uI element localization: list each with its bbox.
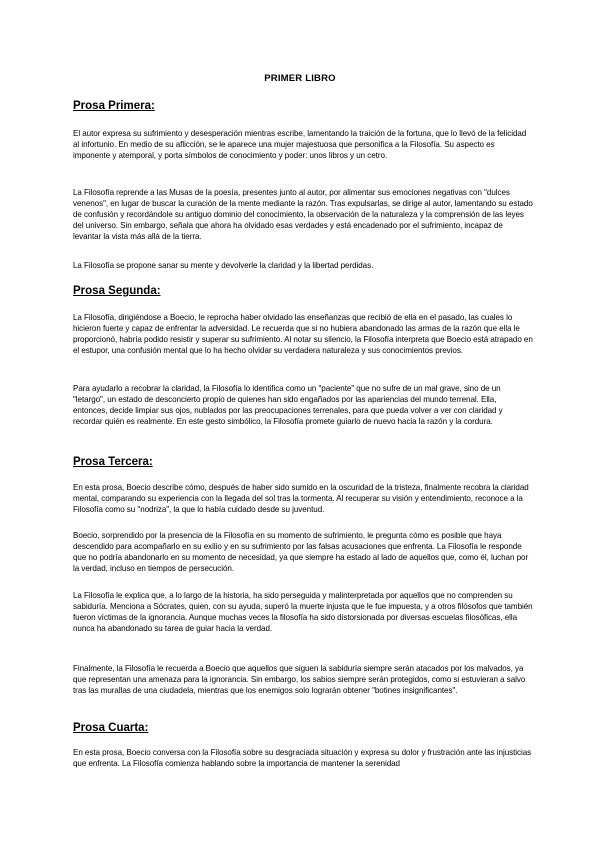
paragraph: La Filosofía reprende a las Musas de la poesía, presentes junto al autor, por alimentar sus emociones negativas con "dulces venenos", en lugar de buscar la curación de la mente mediante la razón. Tras expulsarlas, se dirige al autor, lamentando su estado de confusión y recordándole su antiguo dominio del conocimiento, la observación de la naturaleza y la comprensión de las leyes del universo. Sin embargo, señala que ahora ha olvidado esas verdades y está encadenado por el sufrimiento, incapaz de levantar la vista más allá de la tierra. bbox=[73, 188, 533, 241]
paragraph: Boecio, sorprendido por la presencia de la Filosofía en su momento de sufrimiento, le pregunta cómo es posible que haya descendido para acompañarlo en su exilio y en su sufrimiento por las falsas acusaciones que enfrenta. La Filosofía le responde que no podría abandonarlo en su momento de necesidad, ya que siempre ha estado al lado de aquellos que, como él, luchan por la verdad, incluso en tiempos de persecución. bbox=[73, 531, 529, 573]
paragraph: La Filosofía se propone sanar su mente y devolverle la claridad y la libertad perdidas. bbox=[73, 261, 374, 270]
paragraph: En esta prosa, Boecio describe cómo, después de haber sido sumido en la oscuridad de la tristeza, finalmente recobra la claridad mental, comparando su experiencia con la llegada del sol tras la tormenta. Al recuperar su visión y entendimiento, reconoce a la Filosofía como su "nodriza", la que lo había cuidado desde su juventud. bbox=[73, 483, 529, 514]
paragraph: Finalmente, la Filosofía le recuerda a Boecio que aquellos que siguen la sabiduría siempre serán atacados por los malvados, ya que representan una amenaza para la ignorancia. Sin embargo, los sabios siempre serán protegidos, como si estuvieran a salvo tras las murallas de una ciudadela, mientras que los enemigos solo lograrán obtener "botines insignificantes". bbox=[73, 664, 526, 695]
page-title: PRIMER LIBRO bbox=[264, 73, 336, 84]
paragraph: Para ayudarlo a recobrar la claridad, la Filosofía lo identifica como un "paciente" que no sufre de un mal grave, sino de un "letargo", un estado de desconcierto propio de quienes han sido engañados por las apariencias del mundo terrenal. Ella, entonces, decide limpiar sus ojos, nublados por las preocupaciones terrenales, para que pueda volver a ver con claridad y recordar quién es realmente. En este gesto simbólico, la Filosofía promete guiarlo de nuevo hacia la razón y la cordura. bbox=[73, 384, 503, 426]
paragraph: La Filosofía, dirigiéndose a Boecio, le reprocha haber olvidado las enseñanzas que recibió de ella en el pasado, las cuales lo hicieron fuerte y capaz de enfrentar la adversidad. Le recuerda que si no hubiera abandonado las armas de la razón que ella le proporcionó, habría podido resistir y superar su sufrimiento. Al notar su silencio, la Filosofía interpreta que Boecio está atrapado en el estupor, una confusión mental que lo ha hecho olvidar su verdadera naturaleza y sus conocimientos previos. bbox=[73, 313, 533, 355]
paragraph: En esta prosa, Boecio conversa con la Filosofía sobre su desgraciada situación y expresa su dolor y frustración ante las injusticias que enfrenta. La Filosofía comienza hablando sobre la importancia de mantener la serenidad bbox=[73, 748, 532, 768]
section-heading-prosa-segunda: Prosa Segunda: bbox=[73, 285, 161, 297]
paragraph: El autor expresa su sufrimiento y desesperación mientras escribe, lamentando la traición de la fortuna, que lo llevó de la felicidad al infortunio. En medio de su aflicción, se le aparece una mujer majestuosa que personifica a la Filosofía. Su aspecto es imponente y atemporal, y porta símbolos de conocimiento y poder: unos libros y un cetro. bbox=[73, 129, 527, 160]
section-heading-prosa-cuarta: Prosa Cuarta: bbox=[73, 722, 149, 734]
paragraph: La Filosofía le explica que, a lo largo de la historia, ha sido perseguida y malinterpretada por aquellos que no comprenden su sabiduría. Menciona a Sócrates, quien, con su ayuda, superó la muerte injusta que le fue impuesta, y a otros filósofos que también fueron víctimas de la ignorancia. Aunque muchas veces la filosofía ha sido distorsionada por diversas escuelas filosóficas, ella nunca ha abandonado su tarea de guiar hacia la verdad. bbox=[73, 591, 533, 633]
section-heading-prosa-primera: Prosa Primera: bbox=[73, 100, 155, 112]
section-heading-prosa-tercera: Prosa Tercera: bbox=[73, 456, 153, 468]
